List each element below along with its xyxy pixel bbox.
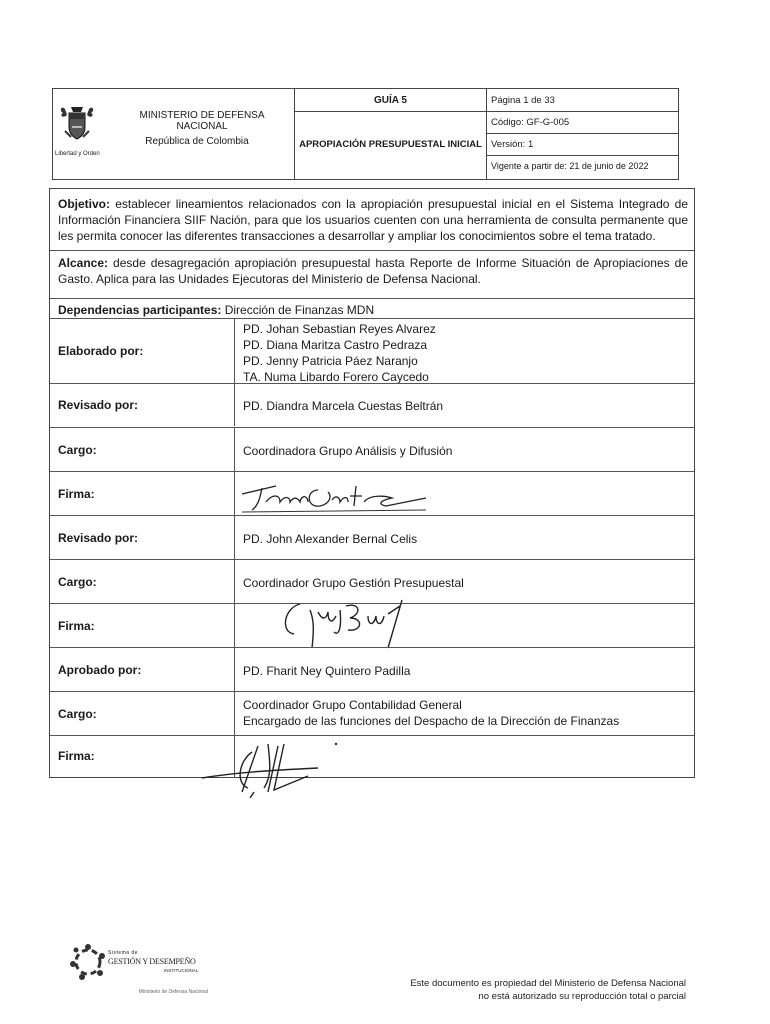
approver-cargo-line: Encargado de las funciones del Despacho de la Dirección de Finanzas [243,714,620,728]
reviewer2-name: PD. John Alexander Bernal Celis [243,532,418,546]
approval-table [49,188,695,778]
reviewer2-cargo: Coordinador Grupo Gestión Presupuestal [243,576,464,590]
approver-row [50,647,694,692]
ministry-cell [53,89,295,179]
reviewer1-cargo-label: Cargo: [58,443,97,457]
reviewer1-row [50,383,694,426]
elaborated-label: Elaborado por: [58,344,144,358]
approver-cargo-row [50,691,694,736]
reviewer2-cargo-label: Cargo: [58,575,97,589]
reviewer1-signature [236,476,436,520]
approver-cargo-line: Coordinador Grupo Contabilidad General [243,698,462,712]
mipg-logo-small: Sistema de [108,950,139,956]
reviewer2-signature-row [50,603,694,648]
reviewer1-cargo: Coordinadora Grupo Análisis y Difusión [243,444,453,458]
footer-disclaimer [410,977,686,1003]
scope-row [50,250,694,295]
approver-label: Aprobado por: [58,663,142,677]
dependencies-text: Dependencias participantes: Dirección de Finanzas MDN [58,303,375,317]
elaborator-name: PD. Johan Sebastian Reyes Alvarez [243,322,436,336]
approver-cargo-label: Cargo: [58,707,97,721]
republic-name: República de Colombia [145,136,249,147]
elaborator-name: PD. Jenny Patricia Páez Naranjo [243,354,418,368]
mipg-logo-bottom: Ministerio de Defensa Nacional [138,989,208,995]
footer-line: Este documento es propiedad del Ministerio de Defensa Nacional [410,978,686,989]
mipg-logo-sub: INSTITUCIONAL [164,968,199,973]
approver-name: PD. Fharit Ney Quintero Padilla [243,664,411,678]
reviewer2-firma-label: Firma: [58,619,95,633]
reviewer1-cargo-row [50,427,694,472]
reviewer1-name: PD. Diandra Marcela Cuestas Beltrán [243,399,444,413]
approver-signature-row [50,735,694,778]
approver-firma-label: Firma: [58,749,95,763]
doc-version: Versión: 1 [491,139,534,150]
reviewer1-signature-row [50,471,694,516]
reviewer1-firma-label: Firma: [58,487,95,501]
title-cell [295,89,487,179]
elaborator-name: PD. Diana Maritza Castro Pedraza [243,338,428,352]
ministry-name: MINISTERIO DE DEFENSA NACIONAL [139,110,265,132]
mipg-logo-icon [68,942,108,982]
approver-cargo [243,697,619,729]
document-header [52,88,679,180]
reviewer2-row [50,515,694,560]
coat-of-arms-icon [59,103,95,143]
objective-row [50,189,694,249]
mipg-logo [68,938,208,1000]
elaborated-names [243,321,436,385]
dependencies-row [50,298,694,319]
elaborator-name: TA. Numa Libardo Forero Caycedo [243,370,429,384]
doc-meta-cell [487,89,678,179]
reviewer2-label: Revisado por: [58,531,139,545]
approver-signature [198,732,348,798]
crest-caption: Libertad y Orden [55,151,100,157]
valid-from: Vigente a partir de: 21 de junio de 2022 [491,161,649,171]
doc-code: Código: GF-G-005 [491,117,570,128]
footer-line: no está autorizado su reproducción total o parcial [478,991,686,1002]
reviewer1-label: Revisado por: [58,398,139,412]
elaborated-row [50,318,694,384]
objective-text: Objetivo: establecer lineamientos relacionados con la apropiación presupuestal inicial en el Sistema Integrado de Información Financiera SIIF Nación, para que los usuarios cuenten con una herramienta de consulta permanente que les permita conocer las diferentes transacciones a desarrollar y ampliar los conocimientos sobre el tema tratado. [58,197,688,243]
mipg-logo-main: GESTIÓN Y DESEMPEÑO [108,957,196,966]
page-number: Página 1 de 33 [491,95,555,106]
reviewer2-signature [270,590,420,654]
doc-title: APROPIACIÓN PRESUPUESTAL INICIAL [299,139,482,150]
guide-number: GUÍA 5 [374,95,407,106]
scope-text: Alcance: desde desagregación apropiación presupuestal hasta Reporte de Informe Situación de Apropiaciones de Gasto. Aplica para las Unidades Ejecutoras del Ministerio de Defensa Nacional. [58,256,688,286]
